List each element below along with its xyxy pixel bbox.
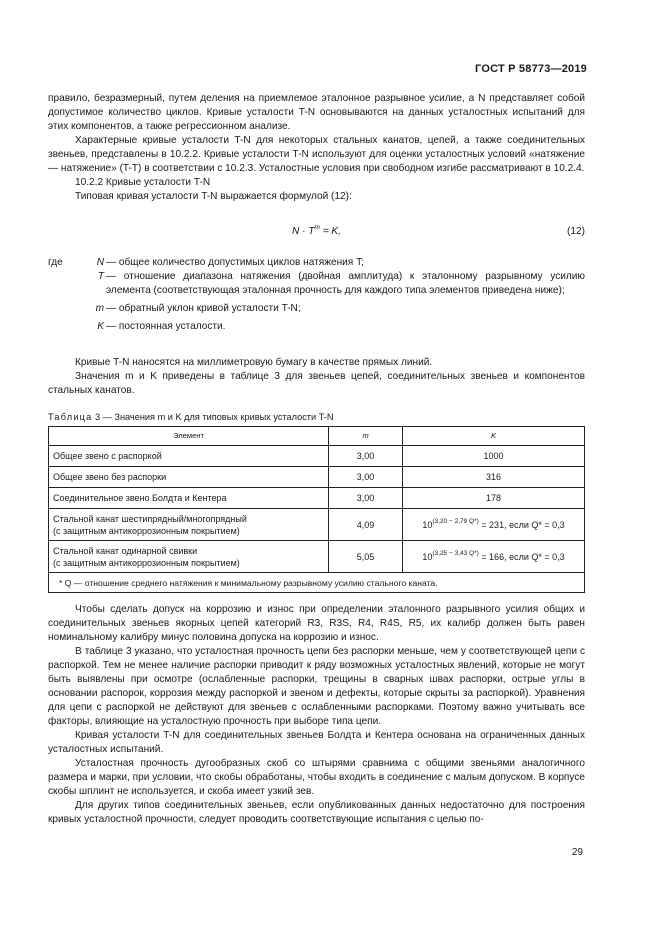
table-caption: [48, 410, 334, 424]
formula-number: (12): [567, 226, 585, 237]
cell-k: $10^{(3,20 - 2,79 Q*)} = 231$, если Q* = 0,3: [403, 509, 585, 541]
cell-element-line: Стальной канат шестипрядный/многопрядный: [53, 513, 247, 524]
standard-header: ГОСТ Р 58773—2019: [475, 63, 587, 75]
where-item: [48, 270, 585, 298]
cell-k-exponent: (3,25 − 3,43 Q*): [432, 549, 479, 557]
cell-k-exponent: (3,20 − 2,79 Q*): [432, 517, 479, 525]
cell-k: 178: [403, 488, 585, 509]
formula-text: $N \cdot T^m = K$,: [292, 224, 341, 237]
table-header-row: [49, 427, 585, 446]
cell-element-line: (с защитным антикоррозионным покрытием): [53, 557, 240, 568]
cell-element: [49, 509, 329, 541]
cell-k: 316: [403, 467, 585, 488]
cell-m: 5,05: [329, 541, 403, 573]
header-k: K: [403, 427, 585, 446]
paragraph: правило, безразмерный, путем деления на приемлемое эталонное разрывное усилие, а N представляет собой допустимое количество циклов. Кривые усталости T-N основываются на данных усталостных испытаний для этих компонентов, а также регрессионном анализе.: [48, 93, 585, 132]
where-text: — отношение диапазона натяжения (двойная амплитуда) к эталонному разрывному усилию элемента (соответствующая эталонная прочность для каждого типа элементов приведена ниже);: [106, 271, 585, 296]
cell-m: 3,00: [329, 488, 403, 509]
where-item: [48, 302, 585, 316]
paragraph: В таблице 3 указано, что усталостная прочность цепи без распорки меньше, чем у соответствующей цепи с распоркой. Тем не менее наличие распорки приводит к ряду возможных усталостных явлений, которые не могут быть выявлены при осмотре (ослабленные распорки, трещины в сварных швах распорки, острые углы в основании распорок, коррозия между распоркой и звеном и дефекты, которые скрыты за распоркой). Уравнения для цепи с распоркой не действуют для звеньев с ослабленными распорками. Поэтому важно учитывать все факторы, влияющие на усталостную прочность при выборе типа цепи.: [48, 646, 585, 727]
cell-element: Общее звено с распоркой: [49, 446, 329, 467]
cell-element: Общее звено без распорки: [49, 467, 329, 488]
table-3: [48, 426, 585, 593]
header-element: Элемент: [49, 427, 329, 446]
where-text: — обратный уклон кривой усталости T-N;: [106, 303, 301, 314]
cell-element-line: (с защитным антикоррозионным покрытием): [53, 525, 240, 536]
where-list: [48, 256, 585, 334]
intro-section: [48, 92, 585, 204]
paragraph: Характерные кривые усталости T-N для некоторых стальных канатов, цепей, а также соединительных звеньев, представлены в 10.2.2. Кривые усталости T-N используют для оценки усталостных условий «натяжение — натяжение» (T-T) в соответствии с 10.2.3. Усталостные условия при свободном изгибе рассматривают в 10.2.4.: [48, 135, 585, 174]
cell-m: 3,00: [329, 446, 403, 467]
document-page: [48, 0, 585, 935]
where-item: [48, 320, 585, 334]
table-footnote: * Q — отношение среднего натяжения к минимальному разрывному усилию стального каната.: [49, 573, 585, 593]
where-symbol: T: [97, 271, 104, 282]
table-row: [49, 488, 585, 509]
where-item: [48, 256, 585, 270]
table-row: [49, 541, 585, 573]
page-number: 29: [571, 847, 583, 858]
header-m: m: [329, 427, 403, 446]
cell-element: [49, 541, 329, 573]
table-note-row: [49, 573, 585, 593]
cell-element-line: Стальной канат одинарной свивки: [53, 545, 198, 556]
paragraph: Значения m и K приведены в таблице 3 для звеньев цепей, соединительных звеньев и компонентов стальных канатов.: [48, 371, 585, 396]
body-section: [48, 603, 585, 827]
after-where-section: [48, 356, 585, 398]
paragraph: Чтобы сделать допуск на коррозию и износ при определении эталонного разрывного усилия общих и соединительных звеньев якорных цепей категорий R3, R3S, R4, R4S, R5, их калибр должен быть равен номинальному калибру минус половина допуска на коррозию и износ.: [48, 604, 585, 643]
cell-element: Соединительное звено Болдта и Кентера: [49, 488, 329, 509]
where-label: где: [48, 257, 63, 268]
table-row: [49, 467, 585, 488]
cell-m: 4,09: [329, 509, 403, 541]
section-heading: 10.2.2 Кривые усталости T-N: [75, 177, 211, 188]
paragraph: Кривая усталости T-N для соединительных звеньев Болдта и Кентера основана на ограниченных данных усталостных испытаний.: [48, 730, 585, 755]
where-text: — постоянная усталости.: [106, 321, 226, 332]
paragraph: Усталостная прочность дугообразных скоб со штырями сравнима с общими звеньями аналогичного размера и марки, при условии, что скобы обработаны, чтобы входить в соединение с малым допуском. В корпусе скобы шплинт не используется, и скоба имеет узкий зев.: [48, 758, 585, 797]
cell-k: $10^{(3,25 - 3,43 Q*)} = 166$, если Q* = 0,3: [403, 541, 585, 573]
table-caption-text: 3 — Значения m и K для типовых кривых усталости T-N: [95, 412, 334, 422]
cell-k: 1000: [403, 446, 585, 467]
where-text: — общее количество допустимых циклов натяжения T;: [106, 257, 364, 268]
where-symbol: K: [97, 321, 104, 332]
where-symbol: N: [96, 257, 104, 268]
table-row: [49, 446, 585, 467]
table-row: [49, 509, 585, 541]
table-caption-word: Таблица: [48, 412, 93, 422]
paragraph: Кривые T-N наносятся на миллиметровую бумагу в качестве прямых линий.: [75, 357, 433, 368]
cell-m: 3,00: [329, 467, 403, 488]
paragraph: Для других типов соединительных звеньев, если опубликованных данных недостаточно для построения кривых усталостной прочности, следует проводить соответствующие испытания с целью по-: [48, 800, 585, 825]
where-symbol: m: [95, 303, 104, 314]
formula-12: [48, 225, 585, 239]
paragraph: Типовая кривая усталости T-N выражается формулой (12):: [75, 191, 352, 202]
